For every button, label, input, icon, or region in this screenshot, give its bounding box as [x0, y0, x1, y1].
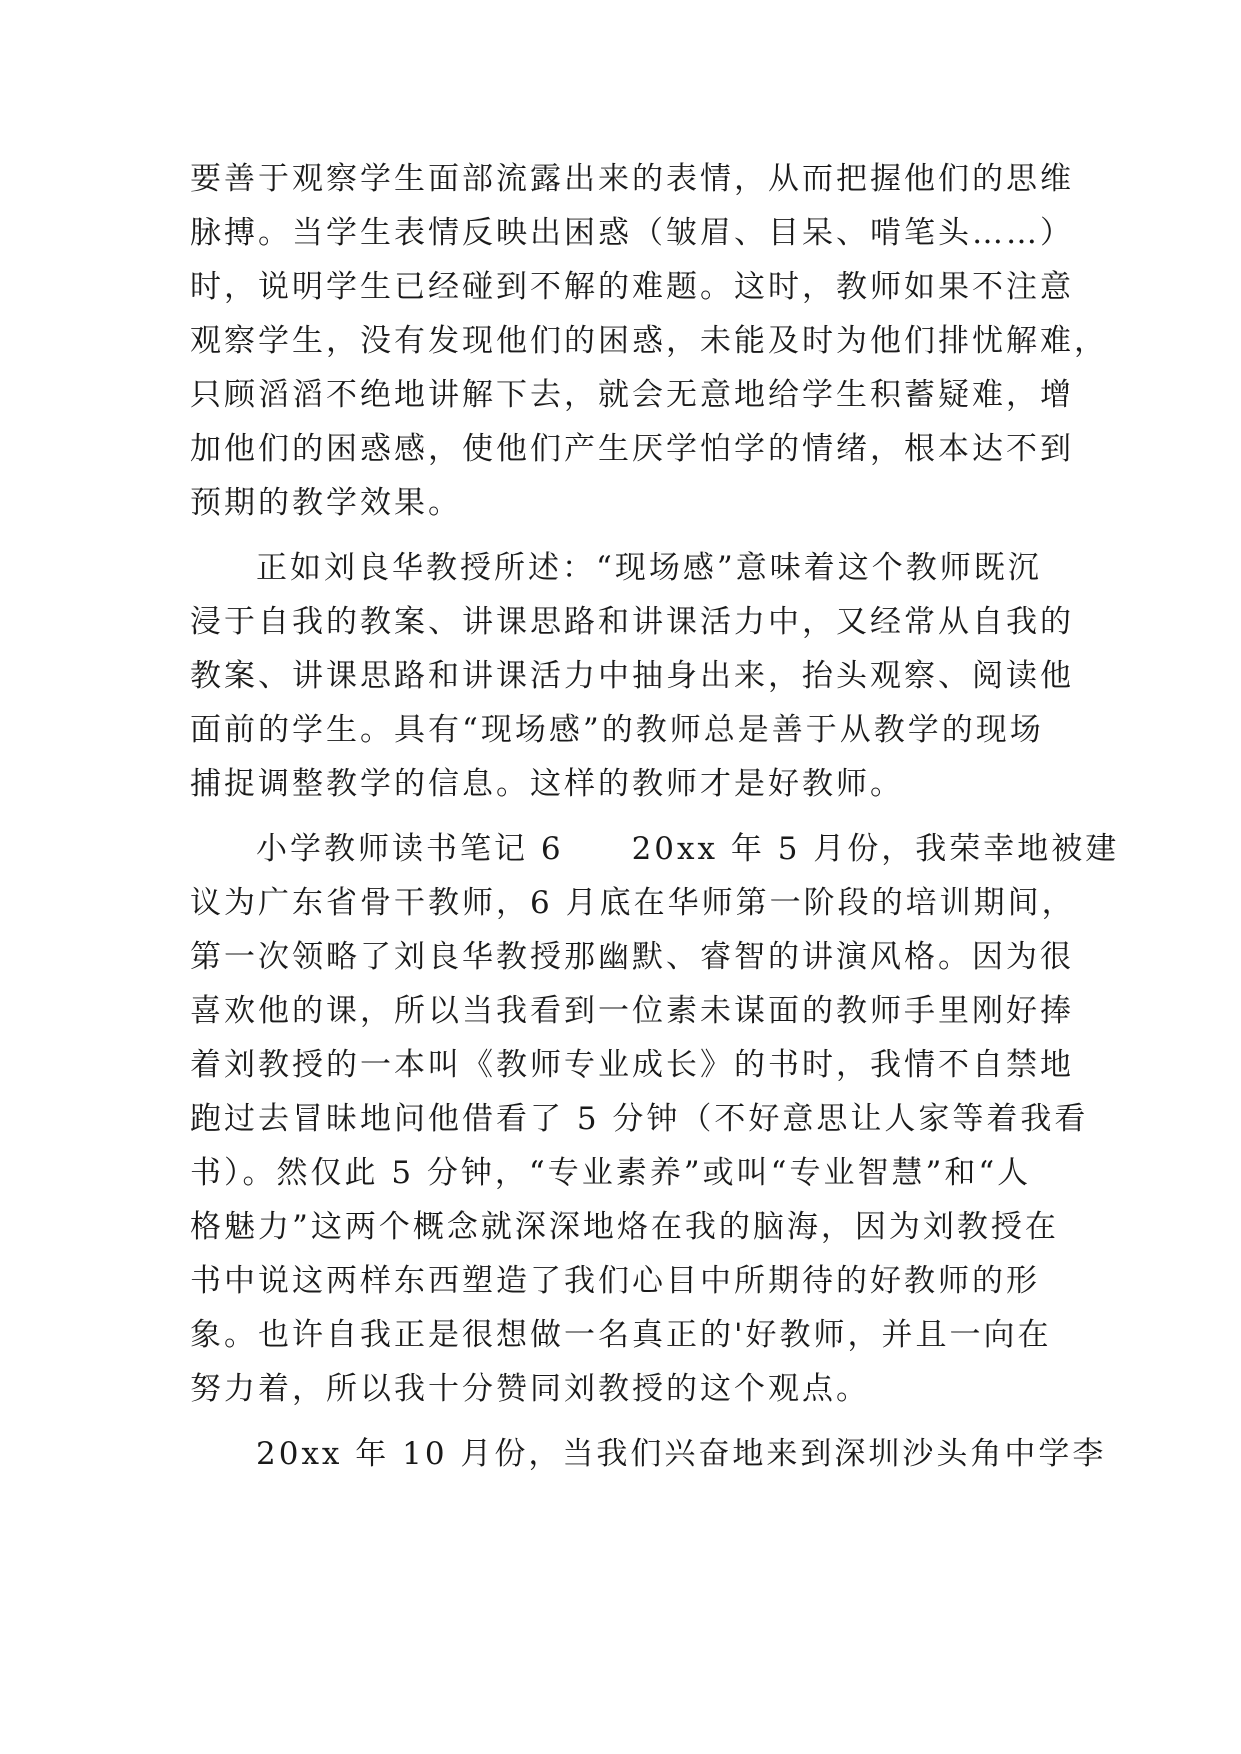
text-line: 时，说明学生已经碰到不解的难题。这时，教师如果不注意 — [190, 269, 1074, 305]
text-line: 跑过去冒昧地问他借看了 5 分钟（不好意思让人家等着我看 — [190, 1101, 1089, 1137]
text-line: 观察学生，没有发现他们的困惑，未能及时为他们排忧解难， — [190, 323, 1108, 359]
text-line: 要善于观察学生面部流露出来的表情，从而把握他们的思维 — [190, 161, 1074, 197]
text-line: 捕捉调整教学的信息。这样的教师才是好教师。 — [190, 766, 904, 802]
text-line: 象。也许自我正是很想做一名真正的'好教师，并且一向在 — [190, 1317, 1052, 1353]
text-line: 格魅力”这两个概念就深深地烙在我的脑海，因为刘教授在 — [190, 1209, 1059, 1245]
text-line: 教案、讲课思路和讲课活力中抽身出来，抬头观察、阅读他 — [190, 658, 1074, 694]
text-line: 面前的学生。具有“现场感”的教师总是善于从教学的现场 — [190, 712, 1044, 748]
text-line: 第一次领略了刘良华教授那幽默、睿智的讲演风格。因为很 — [190, 939, 1074, 975]
text-line: 着刘教授的一本叫《教师专业成长》的书时，我情不自禁地 — [190, 1047, 1074, 1083]
paragraph-first-line: 正如刘良华教授所述：“现场感”意味着这个教师既沉 — [256, 550, 1042, 586]
text-line: 喜欢他的课，所以当我看到一位素未谋面的教师手里刚好捧 — [190, 993, 1074, 1029]
body-text — [190, 152, 1120, 1481]
text-line: 努力着，所以我十分赞同刘教授的这个观点。 — [190, 1371, 870, 1407]
text-line: 只顾滔滔不绝地讲解下去，就会无意地给学生积蓄疑难，增 — [190, 377, 1074, 413]
text-line: 书）。然仅此 5 分钟，“专业素养”或叫“专业智慧”和“人 — [190, 1155, 1032, 1191]
paragraph-first-line: 小学教师读书笔记 6 20xx 年 5 月份，我荣幸地被建 — [256, 831, 1120, 867]
text-line: 脉搏。当学生表情反映出困惑（皱眉、目呆、啃笔头……） — [190, 215, 1074, 251]
text-line: 浸于自我的教案、讲课思路和讲课活力中，又经常从自我的 — [190, 604, 1074, 640]
text-line: 预期的教学效果。 — [190, 485, 462, 521]
text-line: 加他们的困惑感，使他们产生厌学怕学的情绪，根本达不到 — [190, 431, 1074, 467]
paragraph-first-line: 20xx 年 10 月份，当我们兴奋地来到深圳沙头角中学李 — [256, 1436, 1107, 1472]
text-line: 书中说这两样东西塑造了我们心目中所期待的好教师的形 — [190, 1263, 1040, 1299]
text-line: 议为广东省骨干教师，6 月底在华师第一阶段的培训期间， — [190, 885, 1076, 921]
